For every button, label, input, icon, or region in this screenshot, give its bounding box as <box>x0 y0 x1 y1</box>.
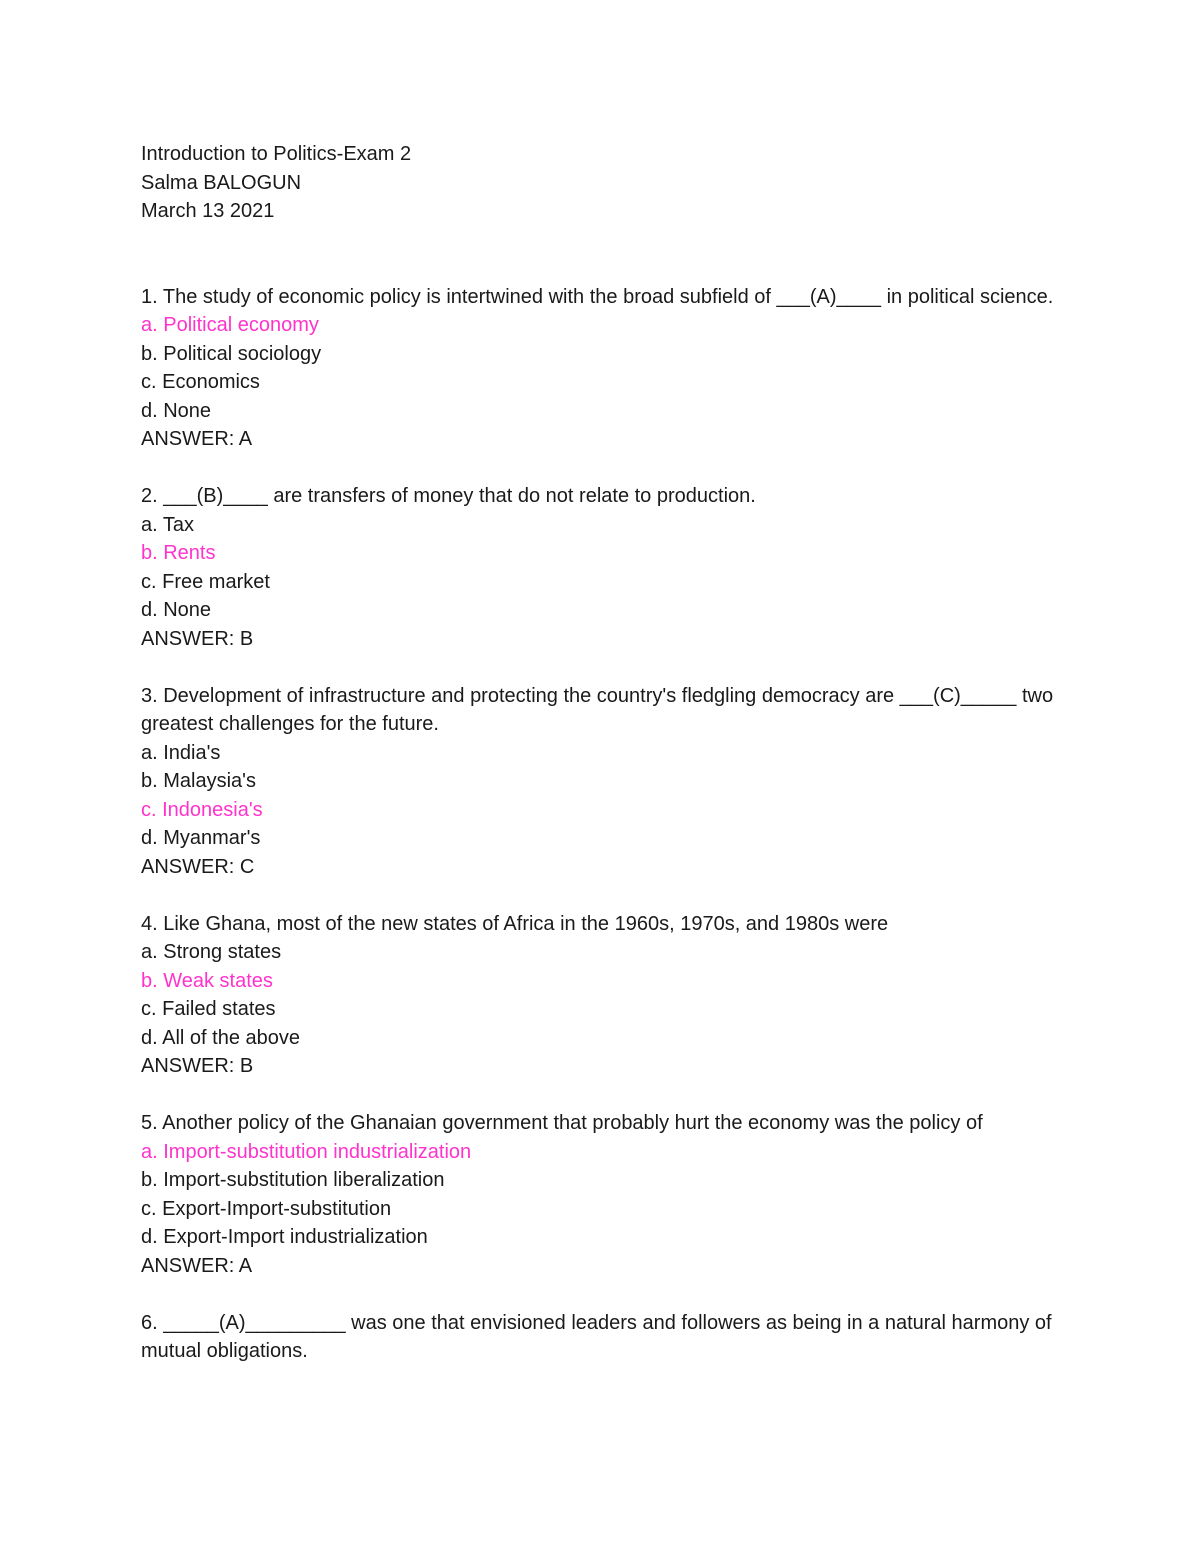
question-2-stem: 2. ___(B)____ are transfers of money that do not relate to production. <box>141 485 756 507</box>
question-3-answer: ANSWER: C <box>141 855 255 878</box>
spacer <box>141 881 1071 910</box>
question-6-stem: 6. _____(A)_________ was one that envisioned leaders and followers as being in a natural harmony of mutual obligations. <box>141 1311 1058 1362</box>
question-1-answer: ANSWER: A <box>141 428 253 450</box>
question-4-answer: ANSWER: B <box>141 1055 254 1077</box>
question-4-stem: 4. Like Ghana, most of the new states of Africa in the 1960s, 1970s, and 1980s were <box>141 912 889 935</box>
question-1-option-c: c. Economics <box>141 371 260 393</box>
question-4-option-a: a. Strong states <box>141 941 282 963</box>
question-2-option-d: d. None <box>141 599 212 621</box>
spacer <box>141 1280 1071 1309</box>
question-3-option-a: a. India's <box>141 741 221 764</box>
question-1-option-a: a. Political economy <box>141 314 319 336</box>
spacer <box>141 226 1071 283</box>
question-3-option-b: b. Malaysia's <box>141 770 256 792</box>
question-5-answer: ANSWER: A <box>141 1254 253 1277</box>
question-1-option-b: b. Political sociology <box>141 342 322 365</box>
question-1-option-d: d. None <box>141 399 212 422</box>
spacer <box>141 1081 1071 1110</box>
question-3-stem: 3. Development of infrastructure and protecting the country's fledgling democracy are ___(C)_____ two greatest challenges for the future. <box>141 684 1059 735</box>
question-1-stem: 1. The study of economic policy is intertwined with the broad subfield of ___(A)____ in political science. <box>141 285 1054 308</box>
exam-title: Introduction to Politics-Exam 2 <box>141 143 412 165</box>
question-2-option-c: c. Free market <box>141 570 270 593</box>
question-2-answer: ANSWER: B <box>141 627 254 650</box>
question-4-option-c: c. Failed states <box>141 998 276 1020</box>
question-3-option-d: d. Myanmar's <box>141 827 261 849</box>
question-5-option-a: a. Import-substitution industrialization <box>141 1140 472 1163</box>
question-2-option-b: b. Rents <box>141 542 216 564</box>
exam-date: March 13 2021 <box>141 200 275 222</box>
question-4-option-d: d. All of the above <box>141 1026 301 1049</box>
spacer <box>141 653 1071 682</box>
question-3-option-c: c. Indonesia's <box>141 798 263 821</box>
question-5-option-c: c. Export-Import-substitution <box>141 1197 392 1220</box>
question-4-option-b: b. Weak states <box>141 969 273 992</box>
spacer <box>141 454 1071 483</box>
question-2-option-a: a. Tax <box>141 513 194 536</box>
question-5-stem: 5. Another policy of the Ghanaian government that probably hurt the economy was the policy of <box>141 1112 983 1134</box>
author-name: Salma BALOGUN <box>141 171 302 194</box>
question-5-option-d: d. Export-Import industrialization <box>141 1226 428 1248</box>
question-5-option-b: b. Import-substitution liberalization <box>141 1169 445 1191</box>
document-page <box>141 140 1071 1366</box>
